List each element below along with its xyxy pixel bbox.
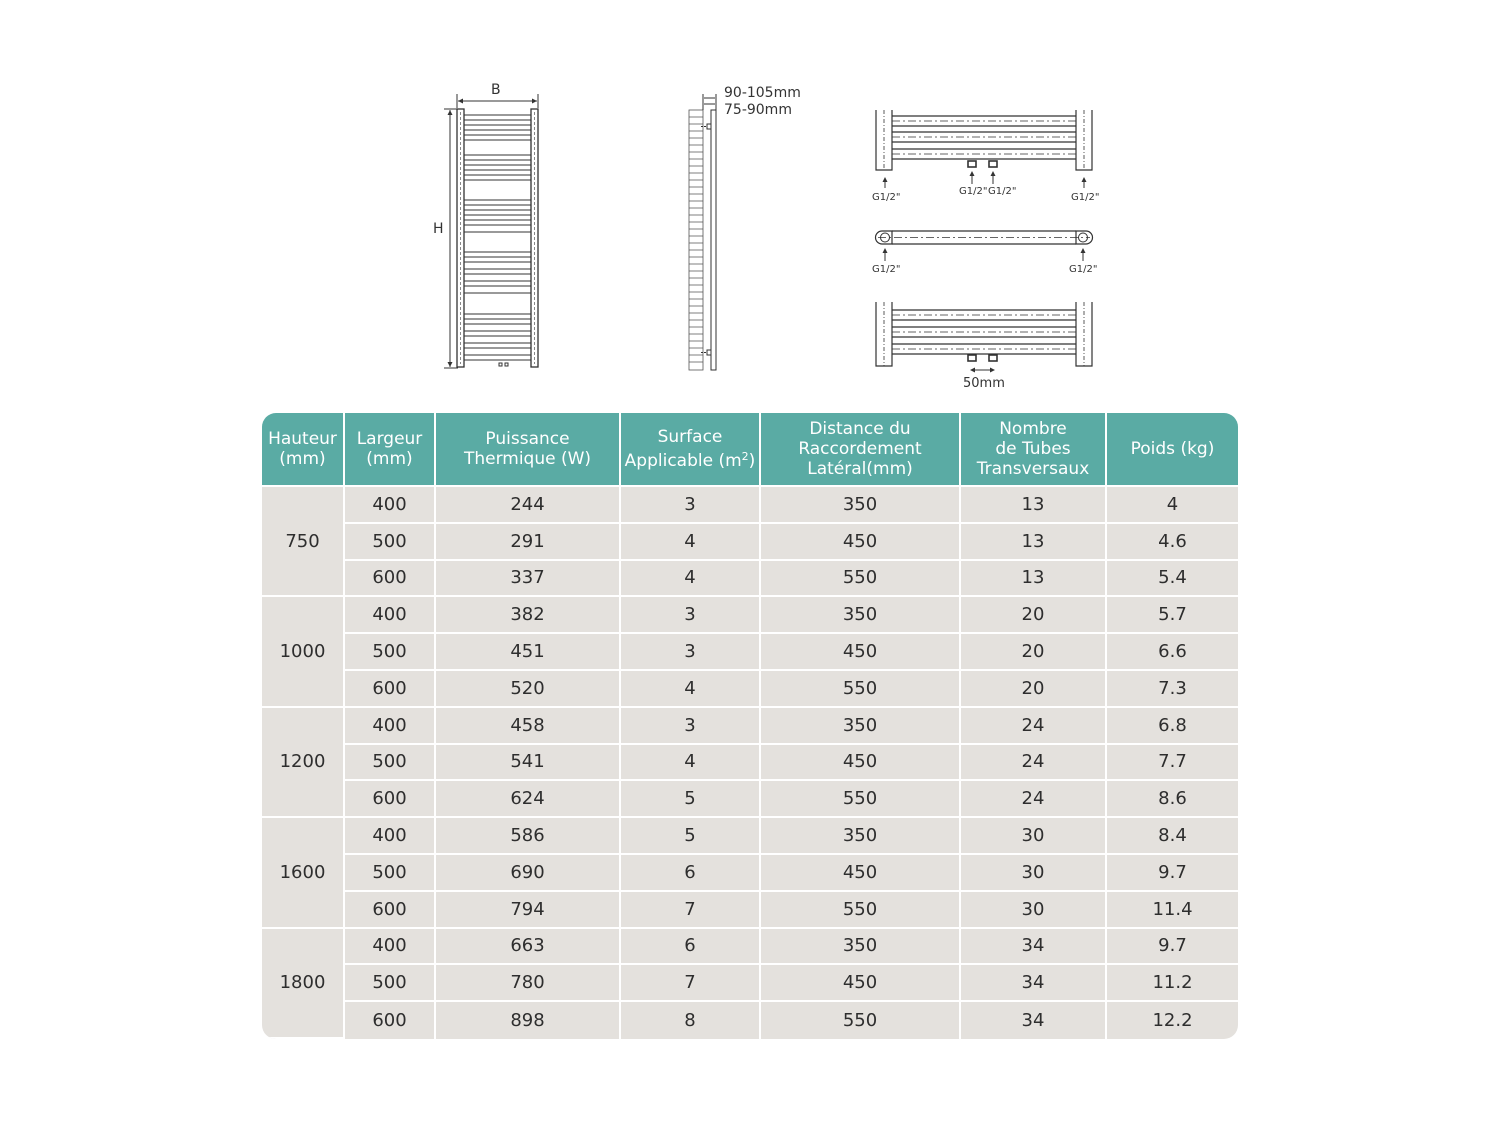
connection-diagrams	[870, 106, 1110, 396]
cell-weight: 11.4	[1107, 892, 1238, 929]
cell-distance: 550	[761, 671, 961, 708]
width-dimension-label: B	[491, 82, 501, 98]
table-row	[262, 487, 1238, 524]
header-line: Poids (kg)	[1130, 439, 1215, 459]
thread-label-profile-left: G1/2"	[872, 264, 901, 275]
header-line: Thermique (W)	[463, 449, 592, 469]
table-row	[262, 708, 1238, 745]
thread-label-top-center-right: G1/2"	[988, 186, 1017, 197]
table-row	[262, 745, 1238, 782]
cell-weight: 6.8	[1107, 708, 1238, 745]
table-row	[262, 561, 1238, 598]
cell-width: 600	[345, 781, 436, 818]
cell-distance: 550	[761, 1002, 961, 1039]
header-line-text: Applicable (m	[624, 451, 742, 471]
cell-tubes: 24	[961, 745, 1107, 782]
cell-power: 451	[436, 634, 621, 671]
cell-power: 794	[436, 892, 621, 929]
cell-distance: 550	[761, 781, 961, 818]
table-row	[262, 855, 1238, 892]
cell-tubes: 13	[961, 524, 1107, 561]
table-row	[262, 524, 1238, 561]
header-weight	[1107, 413, 1238, 487]
cell-tubes: 34	[961, 929, 1107, 966]
cell-distance: 450	[761, 524, 961, 561]
header-line-suffix: )	[748, 451, 756, 471]
cell-tubes: 20	[961, 597, 1107, 634]
cell-tubes: 13	[961, 561, 1107, 598]
cell-weight: 4.6	[1107, 524, 1238, 561]
header-line: Latéral(mm)	[807, 459, 913, 479]
cell-distance: 350	[761, 708, 961, 745]
cell-width: 400	[345, 597, 436, 634]
cell-surface: 3	[621, 708, 761, 745]
cell-weight: 5.7	[1107, 597, 1238, 634]
cell-tubes: 24	[961, 708, 1107, 745]
cell-width: 400	[345, 929, 436, 966]
cell-height: 1000	[262, 597, 345, 707]
cell-width: 500	[345, 634, 436, 671]
header-tube-count	[961, 413, 1107, 487]
cell-weight: 8.4	[1107, 818, 1238, 855]
cell-tubes: 13	[961, 487, 1107, 524]
cell-tubes: 30	[961, 892, 1107, 929]
header-height	[262, 413, 345, 487]
cell-tubes: 20	[961, 634, 1107, 671]
header-power	[436, 413, 621, 487]
thread-label-top-right: G1/2"	[1071, 192, 1100, 203]
table-row	[262, 1002, 1238, 1039]
cell-tubes: 30	[961, 855, 1107, 892]
cell-power: 690	[436, 855, 621, 892]
cell-height: 750	[262, 487, 345, 597]
cell-tubes: 20	[961, 671, 1107, 708]
cell-surface: 3	[621, 597, 761, 634]
header-line: Nombre	[999, 419, 1067, 439]
cell-power: 244	[436, 487, 621, 524]
cell-power: 291	[436, 524, 621, 561]
cell-surface: 3	[621, 634, 761, 671]
table-row	[262, 597, 1238, 634]
cell-weight: 9.7	[1107, 855, 1238, 892]
cell-distance: 550	[761, 561, 961, 598]
cell-power: 780	[436, 965, 621, 1002]
header-surface	[621, 413, 761, 487]
table-row	[262, 818, 1238, 855]
header-line: Transversaux	[976, 459, 1090, 479]
header-line: (mm)	[366, 449, 413, 469]
table-row	[262, 781, 1238, 818]
cell-distance: 450	[761, 634, 961, 671]
cell-surface: 5	[621, 781, 761, 818]
cell-distance: 450	[761, 855, 961, 892]
cell-weight: 7.7	[1107, 745, 1238, 782]
header-line: Largeur	[356, 429, 423, 449]
header-line: de Tubes	[995, 439, 1071, 459]
cell-tubes: 30	[961, 818, 1107, 855]
height-dimension-label: H	[433, 221, 444, 237]
side-view-diagram	[686, 84, 801, 374]
cell-distance: 450	[761, 965, 961, 1002]
cell-distance: 350	[761, 597, 961, 634]
cell-width: 500	[345, 965, 436, 1002]
cell-surface: 4	[621, 524, 761, 561]
cell-weight: 5.4	[1107, 561, 1238, 598]
cell-weight: 11.2	[1107, 965, 1238, 1002]
outer-offset-label: 90-105mm	[724, 85, 801, 101]
table-row	[262, 929, 1238, 966]
cell-width: 400	[345, 487, 436, 524]
table-row	[262, 634, 1238, 671]
cell-width: 600	[345, 1002, 436, 1039]
cell-width: 600	[345, 671, 436, 708]
cell-surface: 6	[621, 929, 761, 966]
cell-width: 500	[345, 855, 436, 892]
header-line: (mm)	[279, 449, 326, 469]
header-line: Raccordement	[798, 439, 922, 459]
thread-label-profile-right: G1/2"	[1069, 264, 1098, 275]
inner-offset-label: 75-90mm	[724, 102, 792, 118]
cell-weight: 6.6	[1107, 634, 1238, 671]
cell-width: 500	[345, 745, 436, 782]
cell-distance: 550	[761, 892, 961, 929]
cell-weight: 7.3	[1107, 671, 1238, 708]
cell-surface: 4	[621, 745, 761, 782]
superscript: 2	[741, 450, 749, 463]
header-line	[623, 447, 757, 471]
thread-label-top-center-left: G1/2"	[959, 186, 988, 197]
cell-power: 624	[436, 781, 621, 818]
front-view-diagram	[430, 82, 560, 372]
cell-weight: 8.6	[1107, 781, 1238, 818]
spec-table	[262, 413, 1238, 1039]
cell-distance: 450	[761, 745, 961, 782]
cell-surface: 4	[621, 671, 761, 708]
header-line: Puissance	[485, 429, 570, 449]
cell-power: 520	[436, 671, 621, 708]
cell-distance: 350	[761, 818, 961, 855]
header-line: Distance du	[809, 419, 911, 439]
cell-width: 400	[345, 708, 436, 745]
cell-tubes: 34	[961, 965, 1107, 1002]
cell-surface: 8	[621, 1002, 761, 1039]
header-connection-distance	[761, 413, 961, 487]
table-body	[262, 487, 1238, 1039]
cell-width: 400	[345, 818, 436, 855]
table-header-row	[262, 413, 1238, 487]
cell-weight: 9.7	[1107, 929, 1238, 966]
cell-surface: 7	[621, 892, 761, 929]
cell-tubes: 34	[961, 1002, 1107, 1039]
cell-distance: 350	[761, 929, 961, 966]
cell-tubes: 24	[961, 781, 1107, 818]
header-line: Hauteur	[268, 429, 337, 449]
cell-surface: 5	[621, 818, 761, 855]
cell-power: 898	[436, 1002, 621, 1039]
cell-distance: 350	[761, 487, 961, 524]
thread-label-top-left: G1/2"	[872, 192, 901, 203]
cell-power: 541	[436, 745, 621, 782]
cell-surface: 4	[621, 561, 761, 598]
table-row	[262, 671, 1238, 708]
cell-power: 337	[436, 561, 621, 598]
cell-weight: 12.2	[1107, 1002, 1238, 1039]
cell-surface: 6	[621, 855, 761, 892]
table-row	[262, 965, 1238, 1002]
cell-power: 663	[436, 929, 621, 966]
cell-height: 1800	[262, 929, 345, 1039]
cell-width: 600	[345, 561, 436, 598]
cell-height: 1200	[262, 708, 345, 818]
cell-width: 500	[345, 524, 436, 561]
table-row	[262, 892, 1238, 929]
cell-surface: 7	[621, 965, 761, 1002]
header-line: Surface	[657, 427, 723, 447]
cell-width: 600	[345, 892, 436, 929]
cell-power: 586	[436, 818, 621, 855]
cell-weight: 4	[1107, 487, 1238, 524]
cell-power: 382	[436, 597, 621, 634]
header-width	[345, 413, 436, 487]
cell-power: 458	[436, 708, 621, 745]
connection-spacing-label: 50mm	[963, 376, 1005, 391]
cell-height: 1600	[262, 818, 345, 928]
cell-surface: 3	[621, 487, 761, 524]
